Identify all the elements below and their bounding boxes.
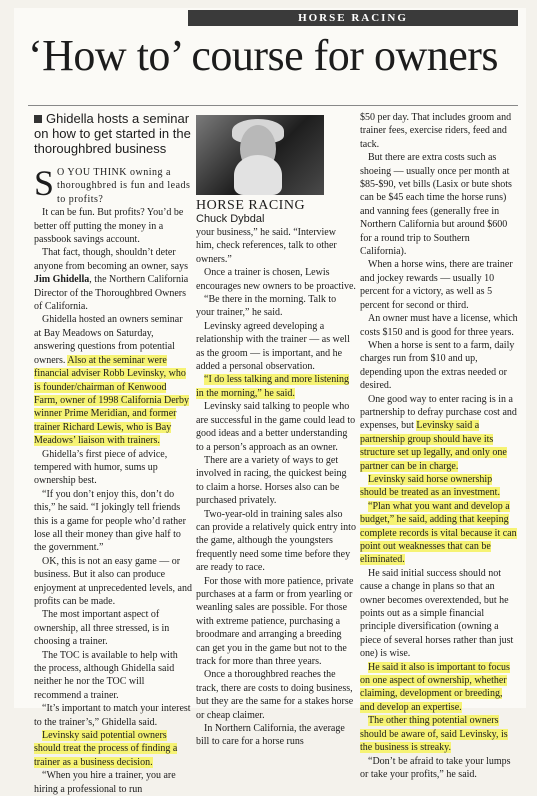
paragraph: Levinsky said talking to people who are successful in the game could lead to good ideas and a better understanding to a person’s approach as an owner. [196, 401, 356, 453]
paragraph [34, 729, 192, 769]
highlighted-text: Levinsky said horse ownership should be treated as an investment. [360, 473, 500, 499]
highlighted-text: “Plan what you want and develop a budget,” he said, adding that keeping complete records is vital because it can point out weaknesses that can be eliminated. [360, 500, 517, 566]
paragraph: When a horse wins, there are trainer and jockey rewards — usually 10 percent for a victory, as well as 5 percent for second or third. [360, 259, 513, 311]
section-banner: HORSE RACING [188, 10, 518, 26]
highlighted-text: The other thing potential owners should be aware of, said Levinsky, is the business is streaky. [360, 715, 508, 754]
highlighted-text: Also at the seminar were financial adviser Robb Levinsky, who is founder/chairman of Kenwood Farm, owner of 1998 California Derby winner Prime Meridian, and former trainer Richard Lewis, who is Bay Meadows’ liaison with trainers. [34, 354, 189, 447]
paragraph: “If you don’t enjoy this, don’t do this,” he said. “I jokingly tell friends this is a game for people who’d rather lose all their money than give half to the government.” [34, 488, 186, 554]
paragraph: He said initial success should not cause a change in plans so that an owner becomes overextended, but he points out as a simple financial principle diversification (owning a piece of several horses rather than just one) is wise. [360, 567, 514, 660]
paragraph: It can be fun. But profits? You’d be better off putting the money in a passbook savings account. [34, 207, 184, 246]
paragraph: Ghidella’s first piece of advice, tempered with humor, sums up ownership best. [34, 448, 168, 487]
article-column-1 [34, 163, 192, 795]
paragraph [360, 500, 518, 567]
paragraph: For those with more patience, private purchases at a farm or from yearling or weanling sales are possible. For those with extreme patience, purchasing a broodmare and arranging a breeding can get you in the game but not to the track for more than three years. [196, 575, 354, 667]
paragraph: But there are extra costs such as shoeing — usually once per month at $85-$90, vet bills (Lasix or bute shots can be $45 each time the horse runs) and vanning fees (generally free in Northern California but around $600 for a round trip to Southern California). [360, 152, 512, 258]
paragraph: When a horse is sent to a farm, daily charges run from $10 and up, depending upon the extras needed or desired. [360, 339, 515, 392]
paragraph: $50 per day. That includes groom and trainer fees, exercise riders, feed and tack. [360, 112, 512, 150]
paragraph: That fact, though, shouldn’t deter anyone from becoming an owner, says Jim Ghidella, the Northern California Director of the Thoroughbred Owners of California. [34, 247, 189, 313]
deck [34, 111, 194, 156]
paragraph: In Northern California, the average bill to care for a horse runs [196, 723, 345, 748]
headline: ‘How to’ course for owners [28, 31, 499, 80]
paragraph: OK, this is not an easy game — or business. But it also can produce enjoyment at unprecedented levels, and profits can be made. [34, 555, 192, 607]
paragraph: Levinsky agreed developing a relationship with the trainer — as well as the groom — is important, and he added a personal observation. [196, 320, 350, 373]
paragraph: The TOC is available to help with the process, although Ghidella said neither he nor the TOC will recommend a trainer. [34, 649, 178, 701]
paragraph: Two-year-old in training sales also can provide a relatively quick entry into the game, although the youngsters frequently need some time before they are ready to race. [196, 508, 356, 574]
paragraph: There are a variety of ways to get involved in racing, the quickest being to claim a horse. Horses also can be purchased privately. [196, 454, 347, 507]
highlighted-text: Levinsky said a partnership group should have its structure set up legally, and only one partner can be in charge. [360, 420, 507, 472]
highlighted-text: He said it also is important to focus on one aspect of ownership, whether claiming, development or breeding, and develop an expertise. [360, 661, 510, 713]
paragraph: “It’s important to match your interest to the trainer’s,” Ghidella said. [34, 703, 191, 728]
paragraph: Ghidella hosted an owners seminar at Bay Meadows on Saturday, answering questions from potential owners. Also at the seminar were financial adviser Robb Levinsky, who is founder/chairman of Kenwood Farm, owner of 1998 California Derby winner Prime Meridian, and former trainer Richard Lewis, who is Bay Meadows’ liaison with trainers. [34, 314, 189, 447]
headline-rule [28, 105, 518, 106]
paragraph [360, 473, 518, 500]
paragraph [360, 661, 518, 715]
paragraph: “When you hire a trainer, you are hiring a professional to run [34, 770, 176, 795]
paragraph: your business,” he said. “Interview him, check references, talk to other owners.” [196, 227, 337, 265]
paragraph: “Be there in the morning. Talk to your trainer,” he said. [196, 294, 337, 319]
paragraph [196, 373, 356, 400]
highlighted-text: “I do less talking and more listening in the morning,” he said. [196, 374, 349, 399]
article-column-3 [360, 111, 518, 780]
article-column-2 [196, 226, 356, 748]
bullet-square-icon [34, 115, 42, 123]
paragraph: One good way to enter racing is in a partnership to defray purchase cost and expenses, but Levinsky said a partnership group should have its structure set up legally, and only one partner can be in charge. [360, 393, 517, 472]
paragraph: Once a trainer is chosen, Lewis encourages new owners to be proactive. [196, 267, 356, 292]
drop-cap: S [34, 163, 55, 203]
paragraph: Once a thoroughbred reaches the track, there are costs to doing business, but they are the same for a stakes horse or cheap claimer. [196, 669, 354, 721]
columnist-photo [196, 115, 324, 195]
paragraph: “Don’t be afraid to take your lumps or take your profits,” he said. [360, 755, 511, 780]
paragraph: An owner must have a license, which costs $150 and is good for three years. [360, 313, 518, 338]
newspaper-clipping [14, 8, 526, 795]
highlighted-text: Levinsky said potential owners should treat the process of finding a trainer as a business decision. [34, 730, 178, 768]
paragraph: S O YOU THINK owning a thoroughbred is fun and leads to profits? [34, 163, 191, 205]
paragraph [360, 714, 518, 754]
byline: Chuck Dybdal [196, 213, 265, 225]
column-heading: HORSE RACING [196, 198, 306, 213]
paragraph: The most important aspect of ownership, all three stressed, is in choosing a trainer. [34, 609, 170, 648]
deck-text: Ghidella hosts a seminar on how to get started in the thoroughbred business [34, 111, 191, 156]
